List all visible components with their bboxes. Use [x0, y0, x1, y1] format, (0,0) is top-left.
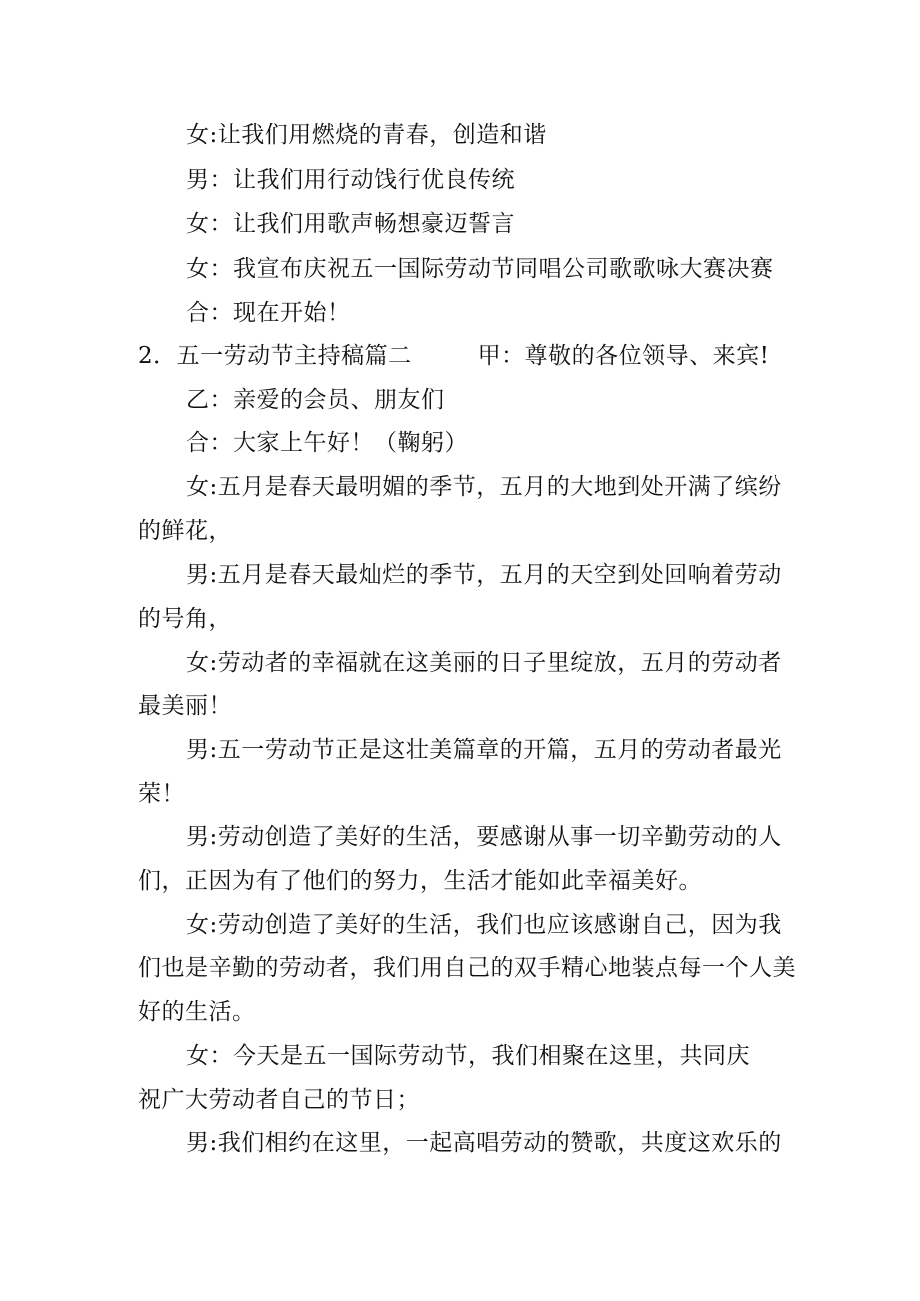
paragraph-line: 男:五月是春天最灿烂的季节，五月的天空到处回响着劳动 [186, 562, 782, 588]
paragraph-line: 祝广大劳动者自己的节日； [138, 1087, 420, 1113]
dialogue-line: 乙：亲爱的会员、朋友们 [186, 387, 445, 413]
paragraph-line: 女:劳动者的幸福就在这美丽的日子里绽放，五月的劳动者 [186, 650, 782, 676]
dialogue-line: 甲：尊敬的各位领导、来宾! [477, 343, 770, 369]
paragraph-line: 男:劳动创造了美好的生活，要感谢从事一切辛勤劳动的人 [186, 824, 782, 850]
dialogue-line: 合：大家上午好！（鞠躬） [186, 430, 468, 456]
paragraph-line: 女:五月是春天最明媚的季节，五月的大地到处开满了缤纷 [186, 474, 782, 500]
section-heading [138, 341, 769, 371]
paragraph-line: 男:五一劳动节正是这壮美篇章的开篇，五月的劳动者最光 [186, 737, 782, 763]
paragraph-line: 好的生活。 [138, 999, 256, 1025]
paragraph-line: 的号角， [138, 606, 232, 632]
paragraph-line: 男:我们相约在这里，一起高唱劳动的赞歌，共度这欢乐的 [186, 1130, 782, 1156]
paragraph-line: 们，正因为有了他们的努力，生活才能如此幸福美好。 [138, 868, 702, 894]
section-title: 2．五一劳动节主持稿篇二 [138, 343, 412, 369]
dialogue-line: 女:让我们用燃烧的青春，创造和谐 [186, 122, 547, 148]
paragraph-line: 女：今天是五一国际劳动节，我们相聚在这里，共同庆 [186, 1043, 750, 1069]
paragraph-line: 荣！ [138, 781, 185, 807]
paragraph-line: 们也是辛勤的劳动者，我们用自己的双手精心地装点每一个人美 [138, 955, 796, 981]
paragraph-line: 女:劳动创造了美好的生活，我们也应该感谢自己，因为我 [186, 912, 782, 938]
dialogue-line: 男：让我们用行动饯行优良传统 [186, 167, 515, 193]
paragraph-line: 最美丽！ [138, 693, 232, 719]
dialogue-line: 女：让我们用歌声畅想豪迈誓言 [186, 211, 515, 237]
dialogue-line: 女：我宣布庆祝五一国际劳动节同唱公司歌歌咏大赛决赛 [186, 256, 774, 282]
paragraph-line: 的鲜花， [138, 518, 232, 544]
dialogue-line: 合：现在开始！ [186, 300, 351, 326]
